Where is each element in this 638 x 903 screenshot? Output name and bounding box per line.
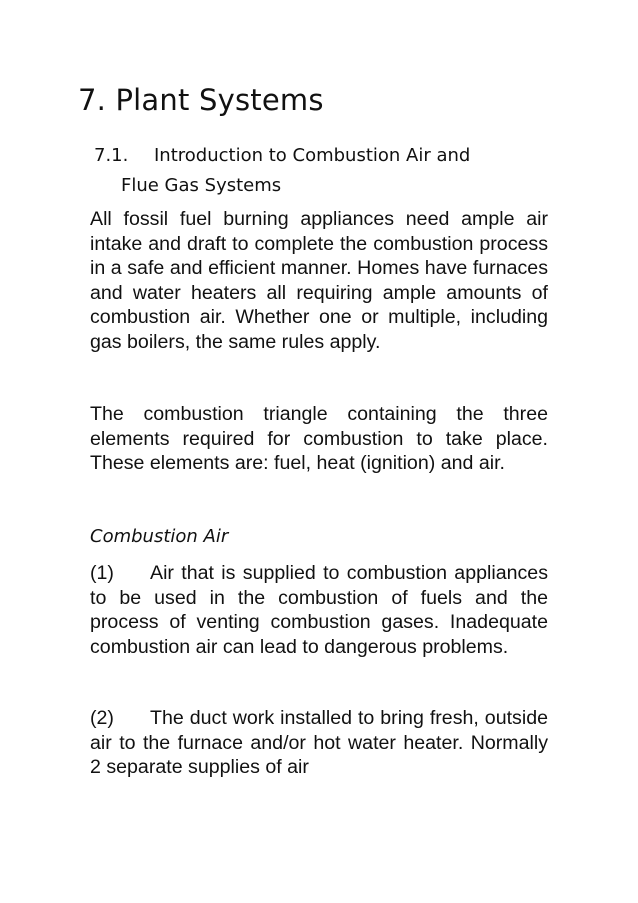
section-title-line1: Introduction to Combustion Air and [154,145,471,166]
chapter-title: 7. Plant Systems [78,83,324,117]
paragraph-combustion-triangle: The combustion triangle containing the three elements required for combustion to take place. These elements are: fuel, heat (ignition) and air. [90,403,548,474]
paragraph-intro: All fossil fuel burning appliances need ample air intake and draft to complete the combustion process in a safe and efficient manner. Homes have furnaces and water heaters all requiring ample amounts of combustion air. Whether one or multiple, including gas boilers, the same rules apply. [90,208,548,353]
list-item-2-text: The duct work installed to bring fresh, outside air to the furnace and/or hot water heater. Normally 2 separate supplies of air [90,707,548,778]
section-title-line2: Flue Gas Systems [121,175,282,196]
list-item-1-number: (1) [90,562,114,584]
list-item-1 [90,561,548,659]
list-item-2 [90,706,548,780]
section-number: 7.1. [94,145,129,166]
list-item-1-text: Air that is supplied to combustion appliances to be used in the combustion of fuels and the process of venting combustion gases. Inadequate combustion air can lead to dangerous problems. [90,562,548,658]
list-item-2-number: (2) [90,707,114,729]
section-heading [94,141,554,201]
subheading-combustion-air: Combustion Air [90,526,229,547]
